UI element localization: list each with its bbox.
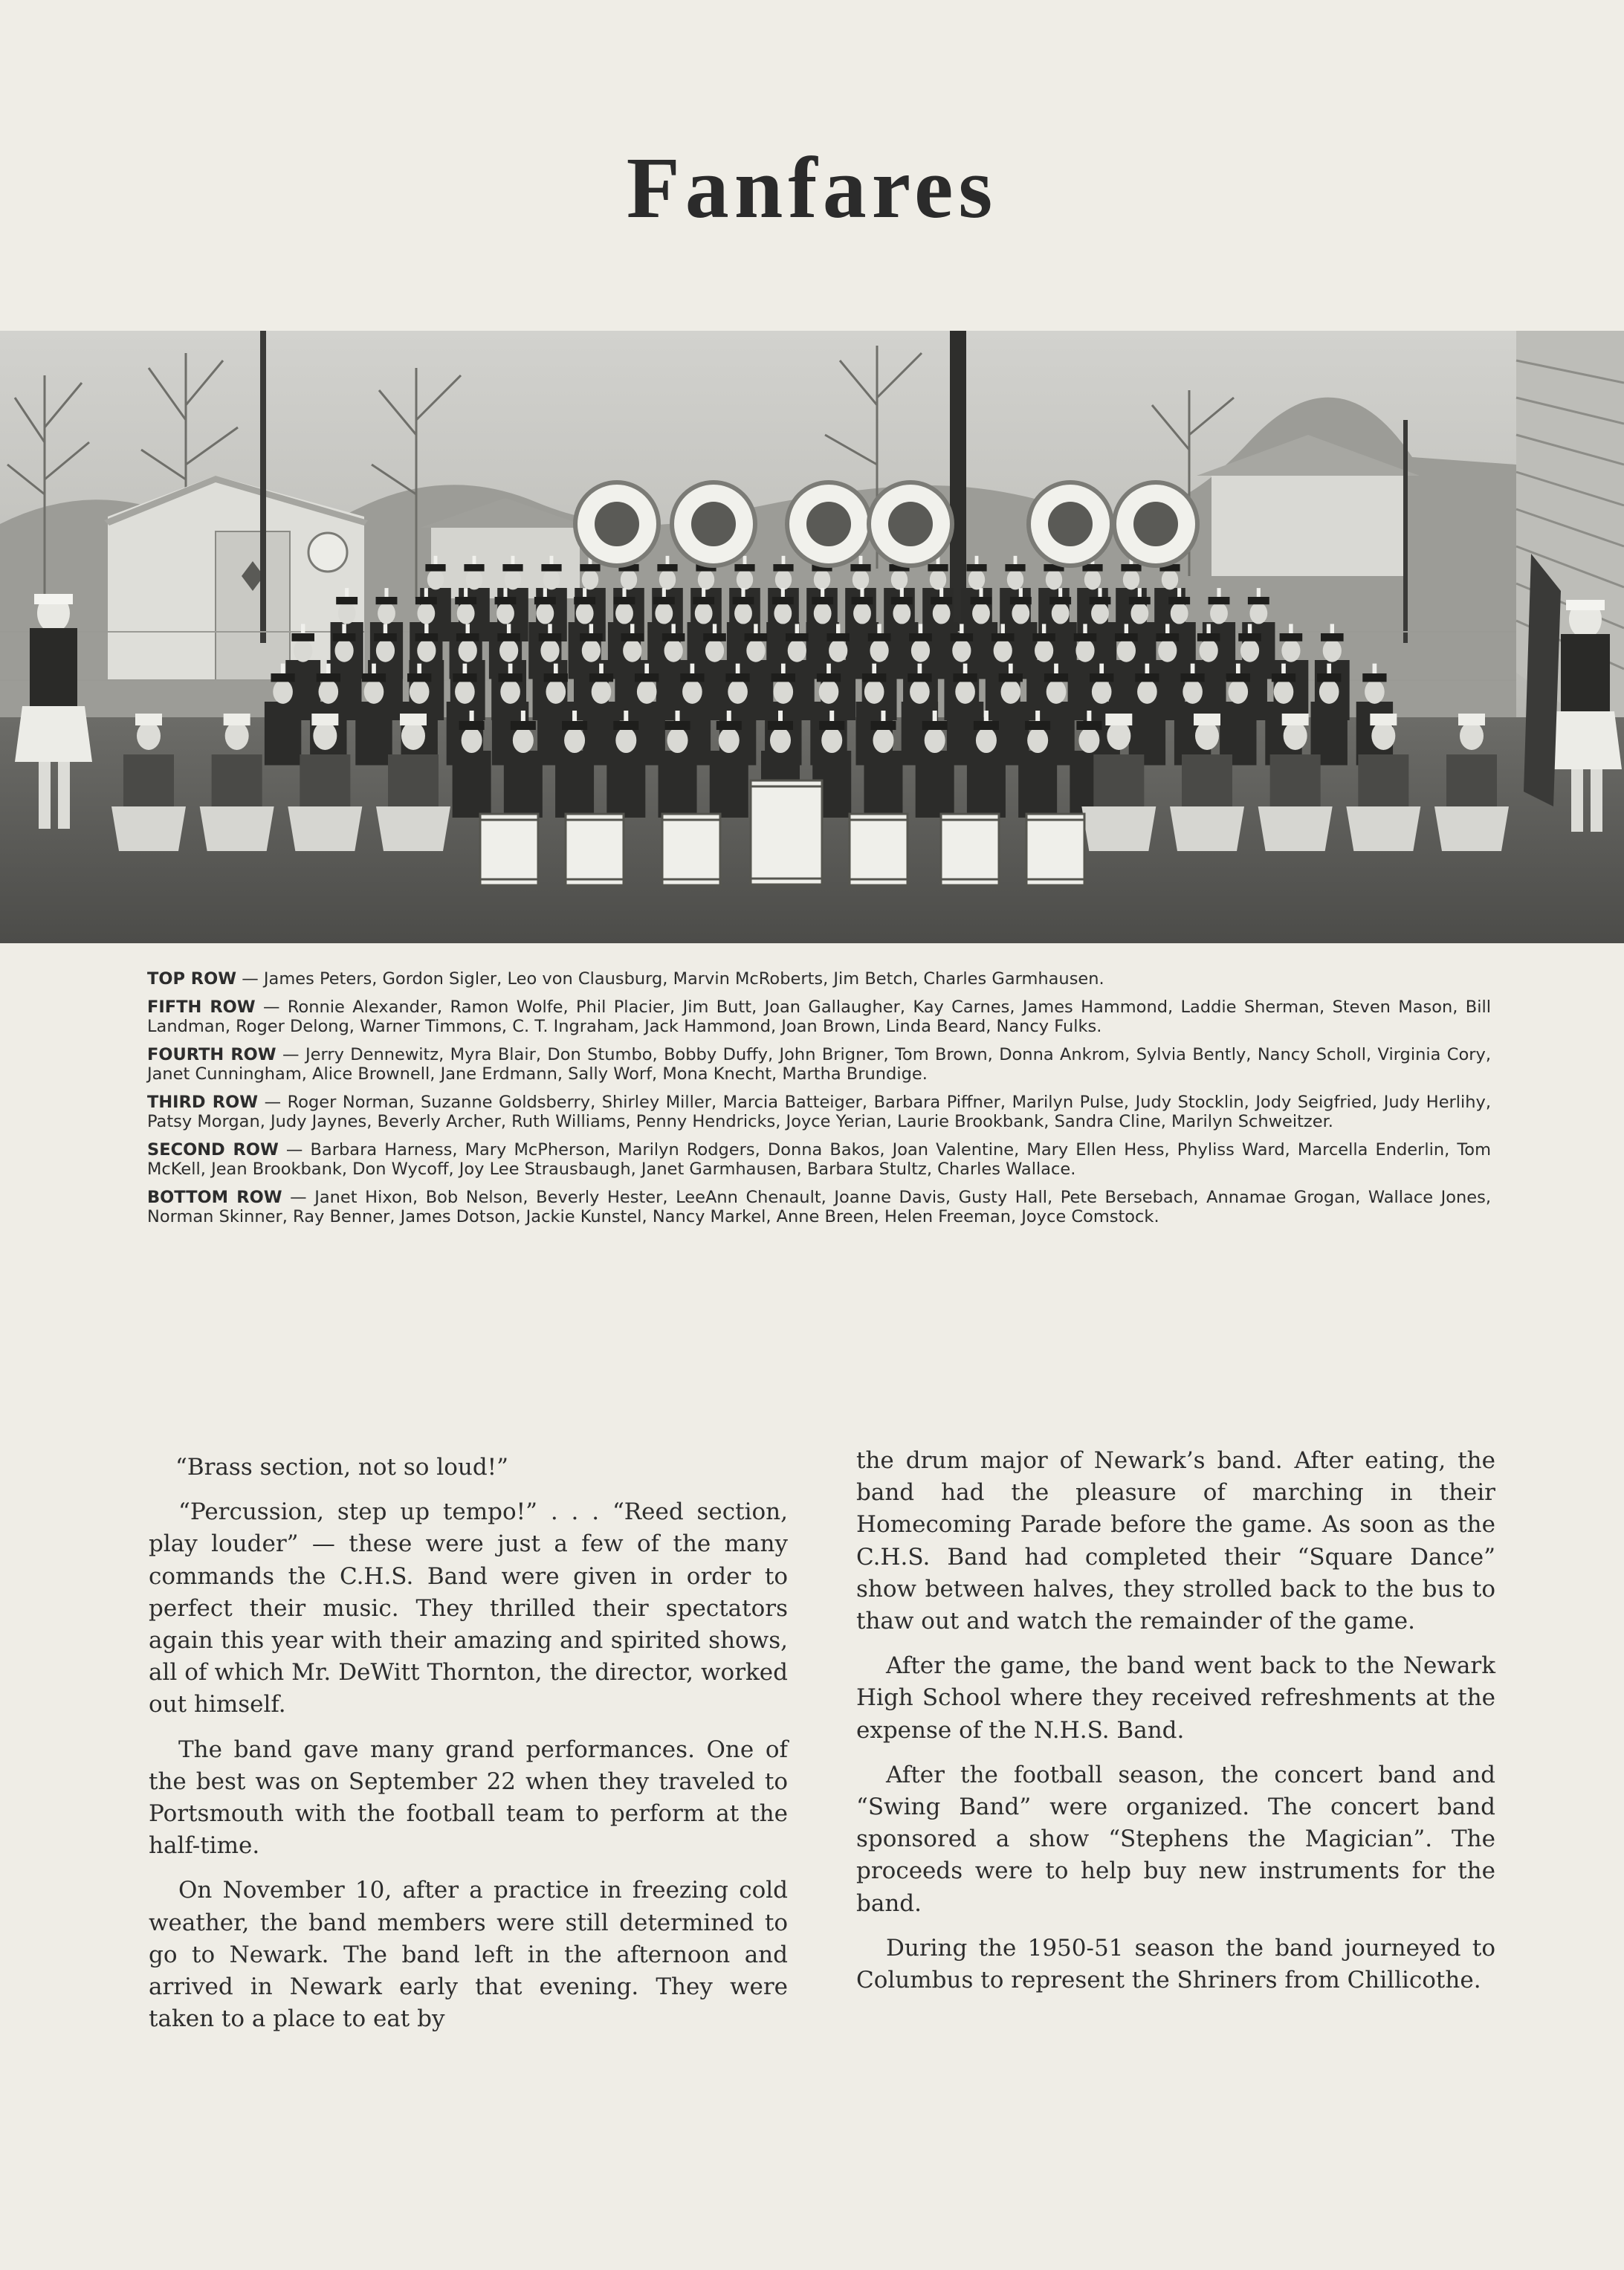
caption-row-names: James Peters, Gordon Sigler, Leo von Clausburg, Marvin McRoberts, Jim Betch, Charles Garmhausen.: [263, 969, 1104, 989]
caption-row-label: TOP ROW: [147, 969, 237, 989]
article-paragraph: After the game, the band went back to the Newark High School where they received refreshments at the expense of the N.H.S. Band.: [856, 1652, 1495, 1744]
caption-row-label: SECOND ROW: [147, 1140, 279, 1160]
article-right-column: [856, 1445, 1495, 2009]
caption-row-names: Janet Hixon, Bob Nelson, Beverly Hester, LeeAnn Chenault, Joanne Davis, Gusty Hall, Pete Bersebach, Annamae Grogan, Wallace Jones, Norman Skinner, Ray Benner, James Dotson, Jackie Kunstel, Nancy Markel, Anne Breen, Helen Freeman, Joyce Comstock.: [147, 1188, 1491, 1226]
caption-row-label: FIFTH ROW: [147, 997, 256, 1017]
article-paragraph: “Percussion, step up tempo!” . . . “Reed section, play louder” — these were just a few of the many commands the C.H.S. Band were given in order to perfect their music. They thrilled their spectators again this year with their amazing and spirited shows, all of which Mr. DeWitt Thornton, the director, worked out himself.: [149, 1498, 788, 1718]
caption-separator: —: [282, 1188, 315, 1207]
caption-row-second: [147, 1140, 1491, 1179]
caption-row-bottom: [147, 1188, 1491, 1226]
sousaphone: [672, 482, 755, 566]
drum: [566, 814, 624, 885]
drum: [480, 814, 538, 885]
caption-row-label: FOURTH ROW: [147, 1045, 276, 1064]
caption-separator: —: [236, 969, 264, 989]
article-left-column: [149, 1452, 788, 2048]
caption-row-top: [147, 969, 1491, 989]
caption-separator: —: [258, 1093, 288, 1112]
caption-row-names: Barbara Harness, Mary McPherson, Marilyn Rodgers, Donna Bakos, Joan Valentine, Mary Ellen Hess, Phyliss Ward, Marcella Enderlin, Tom McKell, Jean Brookbank, Don Wycoff, Joy Lee Strausbaugh, Janet Garmhausen, Barbara Stultz, Charles Wallace.: [147, 1140, 1491, 1179]
caption-row-label: THIRD ROW: [147, 1093, 259, 1112]
caption-row-names: Ronnie Alexander, Ramon Wolfe, Phil Placier, Jim Butt, Joan Gallaugher, Kay Carnes, James Hammond, Laddie Sherman, Steven Mason, Bill Landman, Roger Delong, Warner Timmons, C. T. Ingraham, Jack Hammond, Joan Brown, Linda Beard, Nancy Fulks.: [147, 997, 1491, 1036]
sousaphone: [1114, 482, 1197, 566]
article-paragraph: On November 10, after a practice in freezing cold weather, the band members were still determined to go to Newark. The band left in the afternoon and arrived in Newark early that evening. They were taken to a place to eat by: [149, 1877, 788, 2033]
drum: [850, 814, 908, 885]
photo-caption: [147, 969, 1491, 1235]
article-paragraph: During the 1950-51 season the band journeyed to Columbus to represent the Shriners from Chillicothe.: [856, 1934, 1495, 1994]
sousaphone: [575, 482, 659, 566]
sousaphone: [869, 482, 952, 566]
caption-separator: —: [255, 997, 288, 1017]
caption-row-fifth: [147, 997, 1491, 1036]
photo-house: [1211, 472, 1405, 576]
drum: [751, 780, 822, 885]
band-group-photo: [0, 331, 1624, 943]
caption-row-names: Jerry Dennewitz, Myra Blair, Don Stumbo, Bobby Duffy, John Brigner, Tom Brown, Donna Ankrom, Sylvia Bently, Nancy Scholl, Virginia Cory, Janet Cunningham, Alice Brownell, Jane Erdmann, Sally Worf, Mona Knecht, Martha Brundige.: [147, 1045, 1491, 1084]
caption-row-third: [147, 1093, 1491, 1131]
drum: [1026, 814, 1084, 885]
caption-separator: —: [276, 1045, 305, 1064]
sousaphone: [787, 482, 870, 566]
caption-row-label: BOTTOM ROW: [147, 1188, 282, 1207]
caption-separator: —: [278, 1140, 311, 1160]
article-paragraph: “Brass section, not so loud!”: [175, 1454, 508, 1481]
article-paragraph: the drum major of Newark’s band. After eating, the band had the pleasure of marching in their Homecoming Parade before the game. As soon as the C.H.S. Band had completed their “Square Dance” show between halves, they strolled back to the bus to thaw out and watch the remainder of the game.: [856, 1447, 1495, 1635]
article-paragraph: The band gave many grand performances. One of the best was on September 22 when they traveled to Portsmouth with the football team to perform at the half-time.: [149, 1736, 788, 1860]
drum: [941, 814, 999, 885]
page-title: Fanfares: [626, 139, 998, 236]
drum: [662, 814, 720, 885]
caption-row-fourth: [147, 1045, 1491, 1084]
sousaphone: [1029, 482, 1112, 566]
caption-row-names: Roger Norman, Suzanne Goldsberry, Shirley Miller, Marcia Batteiger, Barbara Piffner, Marilyn Pulse, Judy Stocklin, Jody Seigfried, Judy Herlihy, Patsy Morgan, Judy Jaynes, Beverly Archer, Ruth Williams, Penny Hendricks, Joyce Yerian, Laurie Brookbank, Sandra Cline, Marilyn Schweitzer.: [147, 1093, 1492, 1131]
article-paragraph: After the football season, the concert band and “Swing Band” were organized. The concert band sponsored a show “Stephens the Magician”. The proceeds were to help buy new instruments for the band.: [856, 1761, 1495, 1917]
